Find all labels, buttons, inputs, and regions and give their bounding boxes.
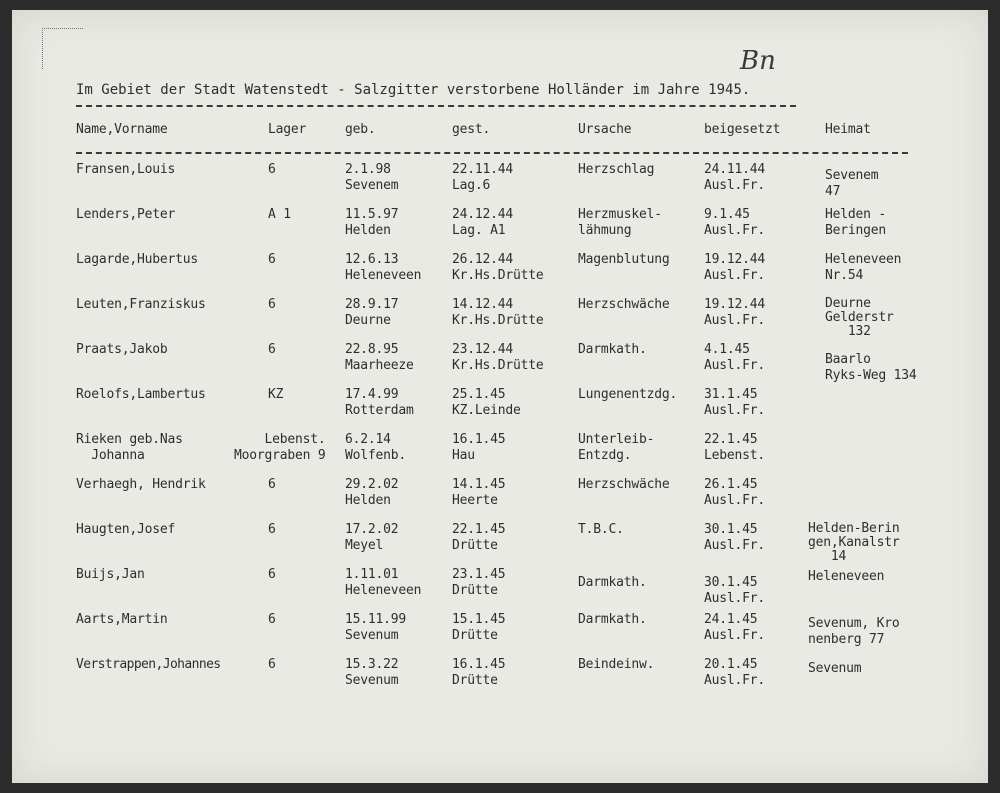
cell-beigesetzt: 31.1.45 Ausl.Fr. — [704, 387, 766, 418]
cell-gest: 14.1.45 Heerte — [452, 477, 506, 508]
cell-ursache: Beindeinw. — [578, 657, 655, 672]
table-row — [12, 297, 988, 341]
cell-heimat: Sevenum — [808, 661, 862, 676]
table-row — [12, 162, 988, 206]
cell-beigesetzt: 19.12.44 Ausl.Fr. — [704, 297, 766, 328]
header-name: Name,Vorname — [76, 122, 168, 137]
table-row — [12, 657, 988, 701]
cell-ursache: Lungenentzdg. — [578, 387, 678, 402]
cell-name: Fransen,Louis — [76, 162, 176, 177]
cell-beigesetzt: 26.1.45 Ausl.Fr. — [704, 477, 766, 508]
cell-lager: 6 — [268, 657, 276, 672]
cell-beigesetzt: 24.11.44 Ausl.Fr. — [704, 162, 766, 193]
cell-geb: 6.2.14 Wolfenb. — [345, 432, 407, 463]
cell-beigesetzt: 19.12.44 Ausl.Fr. — [704, 252, 766, 283]
cell-lager: 6 — [268, 477, 276, 492]
cell-geb: 15.11.99 Sevenum — [345, 612, 407, 643]
cell-beigesetzt: 30.1.45 Ausl.Fr. — [704, 522, 766, 553]
cell-beigesetzt: 9.1.45 Ausl.Fr. — [704, 207, 766, 238]
cell-name: Lenders,Peter — [76, 207, 176, 222]
cell-heimat: Deurne Gelderstr 132 — [825, 296, 894, 339]
cell-name: Verstrappen,Johannes — [76, 657, 221, 672]
cell-beigesetzt: 22.1.45 Lebenst. — [704, 432, 766, 463]
cell-gest: 23.12.44 Kr.Hs.Drütte — [452, 342, 544, 373]
cell-name: Verhaegh, Hendrik — [76, 477, 206, 492]
cell-geb: 28.9.17 Deurne — [345, 297, 399, 328]
cell-ursache: Unterleib- Entzdg. — [578, 432, 655, 463]
cell-heimat: Heleneveen Nr.54 — [825, 252, 902, 283]
cell-gest: 24.12.44 Lag. A1 — [452, 207, 514, 238]
cell-heimat: Sevenem 47 — [825, 168, 879, 199]
cell-lager: 6 — [268, 522, 276, 537]
cell-name: Praats,Jakob — [76, 342, 168, 357]
cell-heimat: Helden - Beringen — [825, 207, 887, 238]
cell-ursache: T.B.C. — [578, 522, 624, 537]
cell-heimat: Helden-Berin gen,Kanalstr 14 — [808, 521, 900, 564]
cell-gest: 22.11.44 Lag.6 — [452, 162, 514, 193]
cell-geb: 17.2.02 Meyel — [345, 522, 399, 553]
table-row — [12, 477, 988, 521]
cell-geb: 22.8.95 Maarheeze — [345, 342, 414, 373]
cell-ursache: Darmkath. — [578, 612, 647, 627]
table-row — [12, 342, 988, 386]
cell-ursache: Herzschwäche — [578, 297, 670, 312]
cell-name: Haugten,Josef — [76, 522, 176, 537]
cell-beigesetzt: 24.1.45 Ausl.Fr. — [704, 612, 766, 643]
cell-lager: 6 — [268, 567, 276, 582]
cell-gest: 15.1.45 Drütte — [452, 612, 506, 643]
cell-gest: 14.12.44 Kr.Hs.Drütte — [452, 297, 544, 328]
cell-ursache: Herzschlag — [578, 162, 655, 177]
cell-lager: 6 — [268, 162, 276, 177]
cell-lager: 6 — [268, 297, 276, 312]
header-heimat: Heimat — [825, 122, 871, 137]
cell-ursache: Darmkath. — [578, 575, 647, 590]
cell-ursache: Darmkath. — [578, 342, 647, 357]
table-row — [12, 567, 988, 611]
header-underline — [76, 152, 908, 154]
table-row — [12, 612, 988, 656]
cell-heimat: Sevenum, Kro nenberg 77 — [808, 616, 900, 647]
cell-geb: 11.5.97 Helden — [345, 207, 399, 238]
corner-mark — [42, 28, 83, 69]
header-gest: gest. — [452, 122, 491, 137]
cell-gest: 16.1.45 Hau — [452, 432, 506, 463]
cell-beigesetzt: 20.1.45 Ausl.Fr. — [704, 657, 766, 688]
cell-gest: 25.1.45 KZ.Leinde — [452, 387, 521, 418]
table-row — [12, 387, 988, 431]
cell-geb: 2.1.98 Sevenem — [345, 162, 399, 193]
header-lager: Lager — [268, 122, 307, 137]
cell-geb: 29.2.02 Helden — [345, 477, 399, 508]
cell-geb: 12.6.13 Heleneveen — [345, 252, 422, 283]
cell-name: Leuten,Franziskus — [76, 297, 206, 312]
handwritten-initials: Bn — [740, 46, 776, 76]
title-underline — [76, 105, 796, 107]
cell-name: Roelofs,Lambertus — [76, 387, 206, 402]
cell-lager: Lebenst. Moorgraben 9 — [234, 432, 326, 463]
header-geb: geb. — [345, 122, 376, 137]
cell-gest: 22.1.45 Drütte — [452, 522, 506, 553]
cell-name: Buijs,Jan — [76, 567, 145, 582]
cell-ursache: Herzschwäche — [578, 477, 670, 492]
document-page — [12, 10, 988, 783]
table-row — [12, 432, 988, 476]
cell-gest: 26.12.44 Kr.Hs.Drütte — [452, 252, 544, 283]
cell-gest: 23.1.45 Drütte — [452, 567, 506, 598]
header-ursache: Ursache — [578, 122, 632, 137]
cell-name: Lagarde,Hubertus — [76, 252, 199, 267]
cell-beigesetzt: 4.1.45 Ausl.Fr. — [704, 342, 766, 373]
cell-geb: 1.11.01 Heleneveen — [345, 567, 422, 598]
cell-name: Rieken geb.Nas Johanna — [76, 432, 183, 463]
cell-ursache: Magenblutung — [578, 252, 670, 267]
table-row — [12, 252, 988, 296]
cell-lager: 6 — [268, 342, 276, 357]
table-row — [12, 207, 988, 251]
cell-beigesetzt: 30.1.45 Ausl.Fr. — [704, 575, 766, 606]
cell-heimat: Heleneveen — [808, 569, 885, 584]
cell-ursache: Herzmuskel- lähmung — [578, 207, 662, 238]
cell-geb: 17.4.99 Rotterdam — [345, 387, 414, 418]
header-beigesetzt: beigesetzt — [704, 122, 781, 137]
table-row — [12, 522, 988, 566]
cell-lager: KZ — [268, 387, 284, 402]
document-title: Im Gebiet der Stadt Watenstedt - Salzgitter verstorbene Holländer im Jahre 1945. — [76, 82, 751, 98]
cell-lager: 6 — [268, 252, 276, 267]
cell-lager: A 1 — [268, 207, 291, 222]
cell-geb: 15.3.22 Sevenum — [345, 657, 399, 688]
cell-gest: 16.1.45 Drütte — [452, 657, 506, 688]
cell-name: Aarts,Martin — [76, 612, 168, 627]
cell-lager: 6 — [268, 612, 276, 627]
cell-heimat: Baarlo Ryks-Weg 134 — [825, 352, 917, 383]
